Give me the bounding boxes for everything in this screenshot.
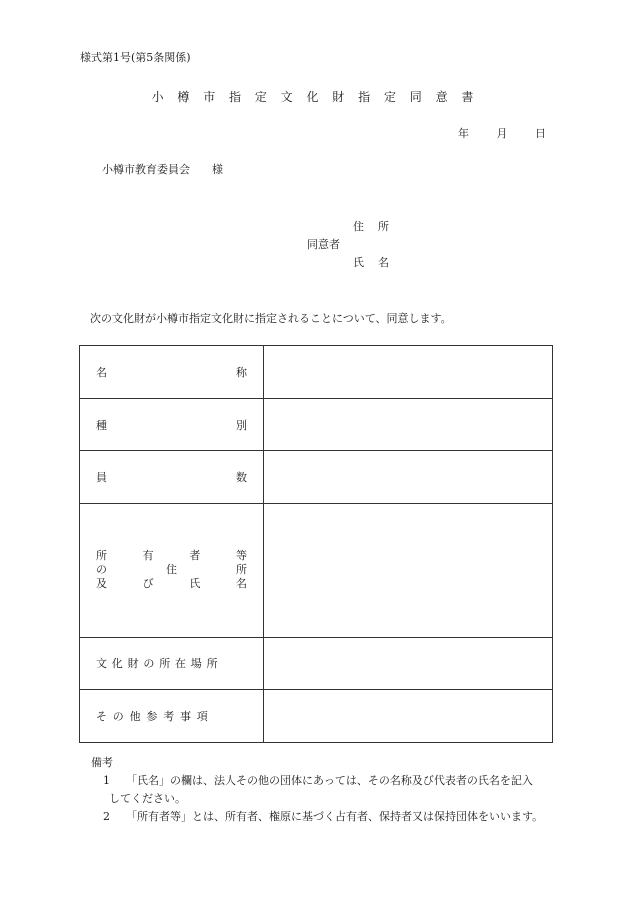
addressee: [102, 161, 223, 177]
date-day: 日: [535, 127, 546, 140]
input-quantity[interactable]: [264, 451, 553, 504]
input-type[interactable]: [264, 398, 553, 451]
label-name: 名 称: [80, 346, 264, 399]
note-item-1: 1 「氏名」の欄は、法人その他の団体にあっては、その名称及び代表者の氏名を記入: [103, 774, 533, 787]
input-other[interactable]: [264, 690, 553, 743]
note-item-2: 2 「所有者等」とは、所有者、権原に基づく占有者、保持者又は保持団体をいいます。: [103, 810, 544, 823]
consenter-address-label: 住 所: [353, 220, 389, 233]
date-line: [458, 125, 546, 141]
input-name[interactable]: [264, 346, 553, 399]
consent-statement: 次の文化財が小樽市指定文化財に指定されることについて、同意します。: [90, 312, 452, 325]
date-month: 月: [496, 127, 508, 140]
table-row-quantity: [80, 451, 553, 504]
notes-title: 備考: [91, 756, 113, 769]
label-other: その他参考事項: [80, 690, 264, 743]
label-quantity: 員 数: [80, 451, 264, 504]
table-row-name: [80, 346, 553, 399]
cultural-property-table: [79, 345, 553, 743]
table-row-location: [80, 637, 553, 690]
input-location[interactable]: [264, 637, 553, 690]
addressee-name: 小樽市教育委員会: [102, 163, 190, 176]
date-year: 年: [458, 127, 469, 140]
addressee-honorific: 様: [212, 163, 223, 176]
consenter-name-label: 氏 名: [353, 256, 389, 269]
label-location: 文化財の所在場所: [80, 637, 264, 690]
table-row-other: [80, 690, 553, 743]
table-row-type: [80, 398, 553, 451]
document-title: 小 樽 市 指 定 文 化 財 指 定 同 意 書: [151, 90, 479, 104]
input-owner[interactable]: [264, 504, 553, 637]
label-owner: 所 有 者 等 の 住 所 及 び 氏 名: [80, 504, 264, 637]
consenter-label: 同意者: [307, 238, 340, 251]
table-row-owner: [80, 504, 553, 637]
form-number: 様式第1号(第5条関係): [80, 51, 191, 64]
label-type: 種 別: [80, 398, 264, 451]
note-item-1-continued: してください。: [109, 792, 186, 805]
